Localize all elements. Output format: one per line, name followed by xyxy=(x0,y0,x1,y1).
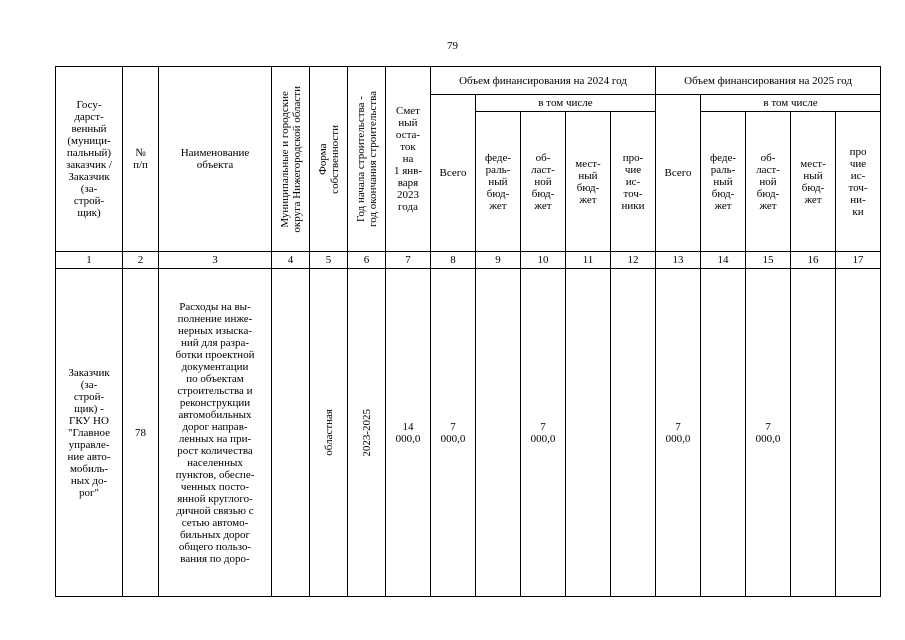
header-including-2025: в том числе xyxy=(701,95,881,112)
header-local-2025: мест- ный бюд- жет xyxy=(791,112,836,252)
column-number: 17 xyxy=(836,252,881,269)
header-ownership xyxy=(310,67,348,252)
column-number: 8 xyxy=(431,252,476,269)
column-number: 16 xyxy=(791,252,836,269)
column-number: 15 xyxy=(746,252,791,269)
column-number: 10 xyxy=(521,252,566,269)
column-number: 1 xyxy=(56,252,123,269)
header-total-2024: Всего xyxy=(431,95,476,252)
header-funding-2024: Объем финансирования на 2024 год xyxy=(431,67,656,95)
column-number: 9 xyxy=(476,252,521,269)
column-number: 3 xyxy=(159,252,272,269)
row-other-2024 xyxy=(611,269,656,597)
header-local-2024: мест- ный бюд- жет xyxy=(566,112,611,252)
header-total-2025: Всего xyxy=(656,95,701,252)
header-num: № п/п xyxy=(123,67,159,252)
row-total-2024: 7 000,0 xyxy=(431,269,476,597)
header-other-2024: про- чие ис- точ- ники xyxy=(611,112,656,252)
column-number: 13 xyxy=(656,252,701,269)
column-number: 7 xyxy=(386,252,431,269)
header-ownership-text: Форма собственности xyxy=(316,124,341,194)
header-federal-2025: феде- раль- ный бюд- жет xyxy=(701,112,746,252)
row-federal-2024 xyxy=(476,269,521,597)
row-local-2025 xyxy=(791,269,836,597)
column-number: 5 xyxy=(310,252,348,269)
row-object-name: Расходы на вы- полнение инже- нерных изыска- ний для разра- ботки проектной документации по объектам строительства и реконструкции автомобильных дорог направ- ленных на при- рост количества населенных пунктов, обеспе- ченных посто- янной круглого- дичной связью с сетью автомо- бильных дорог общего пользо- вания по доро- xyxy=(159,269,272,597)
row-total-2025: 7 000,0 xyxy=(656,269,701,597)
column-number: 4 xyxy=(272,252,310,269)
column-number: 14 xyxy=(701,252,746,269)
table-row xyxy=(56,269,881,597)
row-regional-2025: 7 000,0 xyxy=(746,269,791,597)
header-including-2024: в том числе xyxy=(476,95,656,112)
row-estimate-balance: 14 000,0 xyxy=(386,269,431,597)
column-number: 11 xyxy=(566,252,611,269)
row-federal-2025 xyxy=(701,269,746,597)
financing-table xyxy=(55,66,881,597)
header-municipal-text: Муниципальные и городские округа Нижегородской области xyxy=(278,85,303,233)
header-estimate-balance: Смет ный оста- ток на 1 янв- варя 2023 года xyxy=(386,67,431,252)
row-local-2024 xyxy=(566,269,611,597)
header-name: Наименование объекта xyxy=(159,67,272,252)
header-regional-2024: об- ласт- ной бюд- жет xyxy=(521,112,566,252)
header-federal-2024: феде- раль- ный бюд- жет xyxy=(476,112,521,252)
row-construction-years-text: 2023-2025 xyxy=(360,408,373,457)
row-customer: Заказчик (за- строй- щик) - ГКУ НО "Главное управле- ние авто- мобиль- ных до- рог" xyxy=(56,269,123,597)
header-customer: Госу- дарст- венный (муници- пальный) заказчик / Заказчик (за- строй- щик) xyxy=(56,67,123,252)
header-municipal xyxy=(272,67,310,252)
row-municipal xyxy=(272,269,310,597)
header-construction-years-text: Год начала строительства - год окончания строительства xyxy=(354,91,379,227)
row-regional-2024: 7 000,0 xyxy=(521,269,566,597)
header-other-2025: про чие ис- точ- ни- ки xyxy=(836,112,881,252)
header-funding-2025: Объем финансирования на 2025 год xyxy=(656,67,881,95)
header-regional-2025: об- ласт- ной бюд- жет xyxy=(746,112,791,252)
row-construction-years xyxy=(348,269,386,597)
header-construction-years xyxy=(348,67,386,252)
column-number: 2 xyxy=(123,252,159,269)
row-num: 78 xyxy=(123,269,159,597)
page-number: 79 xyxy=(447,40,458,52)
row-ownership xyxy=(310,269,348,597)
row-other-2025 xyxy=(836,269,881,597)
column-number: 12 xyxy=(611,252,656,269)
row-ownership-text: областная xyxy=(322,409,335,456)
column-number: 6 xyxy=(348,252,386,269)
